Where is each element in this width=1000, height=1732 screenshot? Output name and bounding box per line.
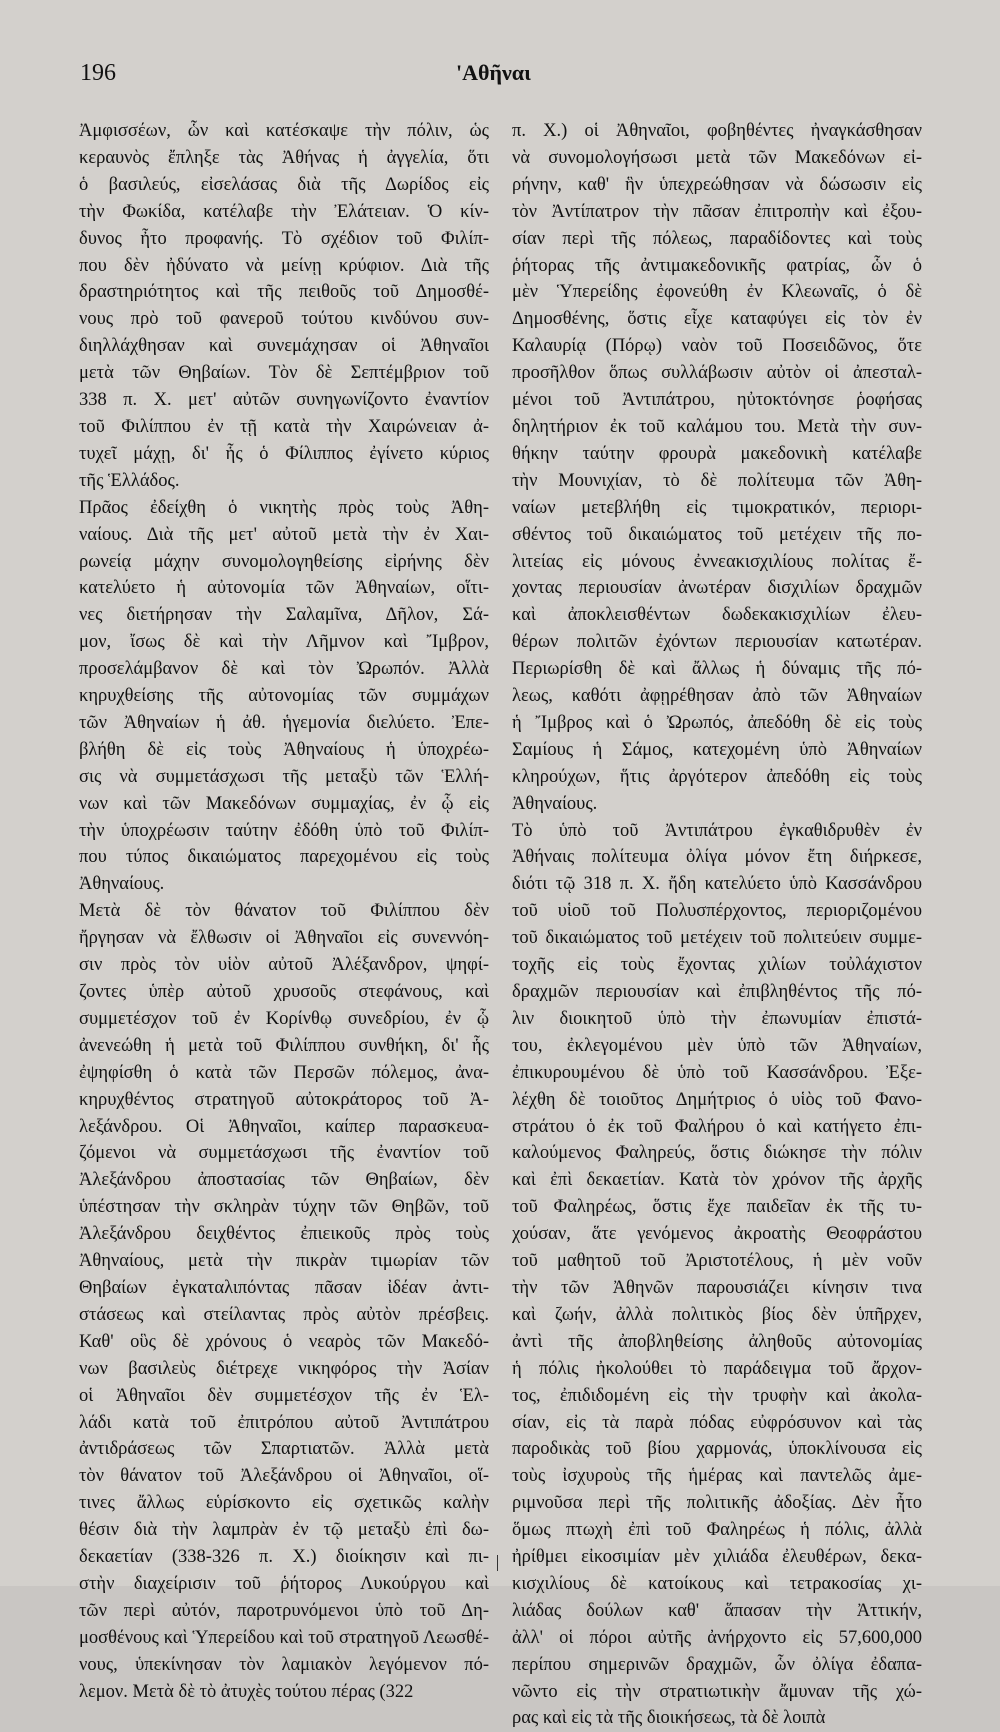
text-line: Περιωρίσθη δὲ καὶ ἄλλως ἡ δύναμις τῆς πό- [512, 659, 922, 680]
text-line: θέσιν διὰ τὴν λαμπρὰν ἐν τῷ μεταξὺ ἐπὶ δω- [79, 1520, 489, 1541]
text-line: τὴν τῶν Ἀθηνῶν παρουσιάζει κίνησιν τινα [512, 1277, 922, 1298]
text-line: ἀλλ' οἱ πόροι αὐτῆς ἀνήρχοντο εἰς 57,600,000 [512, 1627, 922, 1648]
text-line: στράτου ὁ ἐκ τοῦ Φαλήρου ὁ καὶ κατήγετο ἐπι- [512, 1116, 922, 1137]
text-line: π. Χ.) οἱ Ἀθηναῖοι, φοβηθέντες ἠναγκάσθησαν [512, 121, 922, 141]
text-line: ρήνην, καθ' ἣν ὑπεχρεώθησαν νὰ δώσωσιν εἰς [512, 174, 922, 195]
text-line: 338 π. Χ. μετ' αὐτῶν συνηγωνίζοντο ἐναντίον [79, 390, 489, 411]
text-line: τοῦ Φιλίππου ἐν τῇ κατὰ τὴν Χαιρώνειαν ἀ- [79, 416, 489, 437]
text-line: κατελύετο ἡ αὐτονομία τῶν Ἀθηναίων, οἵτι- [79, 578, 489, 599]
text-line: κεραυνὸς ἔπληξε τὰς Ἀθήνας ἡ ἀγγελία, ὅτι [79, 147, 489, 168]
text-line: τοχῆς εἰς τοὺς ἔχοντας χιλίων τοὐλάχιστον [512, 955, 922, 976]
text-line: στὴν διαχείρισιν τοῦ ῥήτορος Λυκούργου καὶ [79, 1573, 489, 1594]
text-line: ἀντιδράσεως τῶν Σπαρτιατῶν. Ἀλλὰ μετὰ [79, 1439, 489, 1460]
text-line: καὶ ζωήν, ἀλλὰ πολιτικὸς βίος δὲν ὑπῆρχεν, [512, 1304, 922, 1325]
text-line: δεκαετίαν (338-326 π. Χ.) διοίκησιν καὶ πι- [79, 1547, 489, 1568]
text-line: Σαμίους ἡ Σάμος, κατεχομένη ὑπὸ Ἀθηναίων [512, 739, 922, 760]
text-line: δυνος ἦτο προφανής. Τὸ σχέδιον τοῦ Φιλίπ- [79, 228, 489, 249]
page-header [0, 60, 1000, 100]
text-line: νες διετήρησαν τὴν Σαλαμῖνα, Δῆλον, Σά- [79, 605, 489, 626]
text-line: λεμον. Μετὰ δὲ τὸ ἀτυχὲς τούτου πέρας (322 [79, 1681, 414, 1702]
text-line: κηρυχθέντος στρατηγοῦ αὐτοκράτορος τοῦ Ἀ- [79, 1089, 489, 1110]
text-line: ρας καὶ εἰς τὰ τῆς διοικήσεως, τὰ δὲ λοιπὰ [512, 1708, 826, 1729]
text-line: τῶν περὶ αὐτόν, παροτρυνόμενοι ὑπὸ τοῦ Δη- [79, 1600, 489, 1621]
text-line: ὑπέστησαν τὴν σκληρὰν τύχην τῶν Θηβῶν, τοῦ [79, 1197, 489, 1218]
text-line: ριμνοῦσα περὶ τῆς πολιτικῆς ἀδοξίας. Δὲν ἦτο [512, 1493, 922, 1514]
text-line: ὅμως πτωχὴ ἐπὶ τοῦ Φαληρέως ἡ πόλις, ἀλλὰ [512, 1520, 922, 1541]
text-line: καλούμενος Φαληρεύς, ὅστις διώκησε τὴν πόλιν [512, 1143, 922, 1164]
text-line: κληρούχων, ἥτις ἀργότερον ἀπεδόθη εἰς τοὺς [512, 766, 922, 787]
text-line: ἡ Ἴμβρος καὶ ὁ Ὠρωπός, ἀπεδόθη δὲ εἰς τοὺς [512, 712, 922, 733]
text-line: σθέντος τοῦ δικαιώματος τοῦ μετέχειν τῆς πο- [512, 524, 922, 545]
text-line: ἤργησαν νὰ ἔλθωσιν οἱ Ἀθηναῖοι εἰς συνεννόη- [79, 928, 489, 949]
left-column [79, 118, 489, 1702]
text-line: ἐψηφίσθη ὁ κατὰ τῶν Περσῶν πόλεμος, ἀνα- [79, 1062, 489, 1083]
text-line: λιν διοικητοῦ ὑπὸ τὴν ἐπωνυμίαν ἐπιστά- [512, 1008, 922, 1029]
text-line: τὴν Φωκίδα, κατέλαβε τὴν Ἐλάτειαν. Ὁ κίν- [79, 201, 489, 222]
text-line: Ἀθήναις πολίτευμα ὀλίγα μόνον ἔτη διήρκεσε, [512, 847, 922, 868]
text-line: ζόμενοι νὰ συμμετάσχωσι τῆς ἐναντίον τοῦ [79, 1143, 489, 1164]
text-line: μὲν Ὑπερείδης ἐφονεύθη ἐν Κλεωναῖς, ὁ δὲ [512, 282, 922, 303]
text-line: κηρυχθείσης τῆς αὐτονομίας τῶν συμμάχων [79, 686, 489, 707]
text-line: ἀνενεώθη ἡ μετὰ τοῦ Φιλίππου συνθήκη, δι' ἧς [79, 1035, 489, 1056]
running-head: 'Αθῆναι [456, 60, 531, 85]
text-line: δραστηριότητος καὶ τῆς πειθοῦς τοῦ Δημοσθέ- [79, 282, 489, 303]
text-line: λιάδας δούλων καθ' ἅπασαν τὴν Ἀττικήν, [512, 1600, 922, 1621]
text-line: κισχιλίους δὲ κατοίκους καὶ τετρακοσίας χι- [512, 1573, 922, 1594]
text-line: Ἀθηναίους, μετὰ τὴν πικρὰν τιμωρίαν τῶν [79, 1251, 489, 1272]
text-line: λεξάνδρου. Οἱ Ἀθηναῖοι, καίπερ παρασκευα- [79, 1116, 489, 1137]
text-line: τοῦ υἱοῦ τοῦ Πολυσπέρχοντος, περιοριζομένου [512, 901, 922, 922]
text-line: περίπου σημερινῶν δραχμῶν, ὧν ὀλίγα ἐδαπα- [512, 1654, 922, 1675]
text-line: Καλαυρίᾳ (Πόρῳ) ναὸν τοῦ Ποσειδῶνος, ὅτε [512, 336, 922, 357]
text-line: καὶ ἐπὶ δεκαετίαν. Κατὰ τὸν χρόνον τῆς ἀρχῆς [512, 1170, 922, 1191]
text-line: νὰ συνομολογήσωσι μετὰ τῶν Μακεδόνων εἰ- [512, 147, 922, 168]
right-column [512, 118, 922, 1729]
text-line: Τὸ ὑπὸ τοῦ Ἀντιπάτρου ἐγκαθιδρυθὲν ἐν [512, 820, 922, 841]
text-line: που δὲν ἠδύνατο νὰ μείνῃ κρύφιον. Διὰ τῆς [79, 255, 489, 276]
text-line: προσῆλθον ὅπως συλλάβωσιν αὐτὸν οἱ ἀπεσταλ- [512, 363, 922, 384]
text-line: στάσεως καὶ στείλαντας πρὸς αὐτὸν πρέσβεις. [79, 1304, 489, 1325]
page-number: 196 [80, 60, 116, 86]
text-line: Ἀλεξάνδρου ἀποστασίας τῶν Θηβαίων, δὲν [79, 1170, 489, 1191]
text-line: δραχμῶν περιουσίαν καὶ ἐπιβληθέντος τῆς πό- [512, 982, 922, 1002]
text-line: σις νὰ συμμετάσχωσι τῆς μεταξὺ τῶν Ἑλλή- [79, 766, 489, 787]
text-line: νους, ὑπεκίνησαν τὸν λαμιακὸν λεγόμενον πό- [79, 1654, 489, 1675]
column-divider-mark [497, 1555, 498, 1571]
text-line: Δημοσθένης, ὅστις εἶχε καταφύγει εἰς τὸν ἐν [512, 309, 922, 330]
text-line: συμμετέσχον τοῦ ἐν Κορίνθῳ συνεδρίου, ἐν ᾧ [79, 1008, 489, 1029]
text-line: ναίους. Διὰ τῆς μετ' αὐτοῦ μετὰ τὴν ἐν Χαι- [79, 524, 489, 545]
text-line: τὸν θάνατον τοῦ Ἀλεξάνδρου οἱ Ἀθηναῖοι, οἵ- [79, 1466, 489, 1487]
text-line: ῥήτορας τῆς ἀντιμακεδονικῆς φατρίας, ὧν ὁ [512, 255, 922, 276]
text-line: Ἀμφισσέων, ὧν καὶ κατέσκαψε τὴν πόλιν, ὡς [79, 121, 489, 141]
text-line: σίαν, εἰς τὰ παρὰ πόδας εὐφρόσυνον καὶ τὰς [512, 1412, 922, 1433]
text-line: χούσαν, ἅτε γενόμενος ἀκροατὴς Θεοφράστου [512, 1224, 922, 1245]
text-line: τὴν ὑποχρέωσιν ταύτην ἐδόθη ὑπὸ τοῦ Φιλίπ- [79, 820, 489, 841]
text-line: τινες ἄλλως εὑρίσκοντο εἰς σχετικῶς καλὴν [79, 1493, 489, 1514]
text-line: τῆς Ἑλλάδος. [79, 470, 180, 491]
text-line: μοσθένους καὶ Ὑπερείδου καὶ τοῦ στρατηγοῦ Λεωσθέ- [79, 1627, 489, 1648]
text-line: λιτείας εἰς μόνους ἐννεακισχιλίους πολίτας ἔ- [512, 551, 922, 572]
text-line: ναίων μετεβλήθη εἰς τιμοκρατικόν, περιορι- [512, 497, 922, 518]
text-line: θήκην ταύτην φρουρὰ μακεδονικὴ κατέλαβε [512, 443, 922, 464]
text-line: σίαν περὶ τῆς πόλεως, παραδίδοντες καὶ τοὺς [512, 228, 922, 249]
text-line: Ἀθηναίους. [79, 874, 165, 895]
text-line: χοντας περιουσίαν ἀνωτέραν δισχιλίων δραχμῶν [512, 578, 922, 599]
text-line: νῶντο εἰς τὴν στρατιωτικὴν ἄμυναν τῆς χώ- [512, 1681, 922, 1702]
text-line: οἱ Ἀθηναῖοι δὲν συμμετέσχον τῆς ἐν Ἑλ- [79, 1385, 489, 1406]
text-line: διότι τῷ 318 π. Χ. ἤδη κατελύετο ὑπὸ Κασσάνδρου [512, 874, 922, 895]
text-line: καὶ ἀποκλεισθέντων δωδεκακισχιλίων ἐλευ- [512, 605, 922, 626]
text-line: ἡ πόλις ἠκολούθει τὸ παράδειγμα τοῦ ἄρχον- [512, 1358, 922, 1379]
text-line: τοῦ Φαληρέως, ὅστις ἔχε παιδεῖαν ἐκ τῆς τυ- [512, 1197, 922, 1218]
text-line: τυχεῖ μάχῃ, δι' ἧς ὁ Φίλιππος ἐγίνετο κύριος [79, 443, 489, 464]
text-line: τος, ἐπιδιδομένη εἰς τὴν τρυφὴν καὶ ἀκολα- [512, 1385, 922, 1406]
text-line: λάδι κατὰ τοῦ ἐπιτρόπου αὐτοῦ Ἀντιπάτρου [79, 1412, 489, 1433]
text-line: μον, ἴσως δὲ καὶ τὴν Λῆμνον καὶ Ἴμβρον, [79, 632, 489, 653]
text-line: τὴν Μουνιχίαν, τὸ δὲ πολίτευμα τῶν Ἀθη- [512, 470, 922, 491]
text-line: ἀντὶ τῆς ἀποβληθείσης ἀληθοῦς αὐτονομίας [512, 1331, 922, 1352]
text-line: λέχθη δὲ τοιοῦτος Δημήτριος ὁ υἱὸς τοῦ Φανο- [512, 1089, 922, 1110]
text-line: Θηβαίων ἐγκαταλιπόντας πᾶσαν ἰδέαν ἀντι- [79, 1277, 489, 1298]
text-line: τοὺς ἰσχυροὺς τῆς ἡμέρας καὶ παντελῶς ἀμε- [512, 1466, 922, 1487]
text-line: ἐπικυρουμένου δὲ ὑπὸ τοῦ Κασσάνδρου. Ἐξε- [512, 1062, 922, 1083]
text-line: προσελάμβανον δὲ καὶ τὸν Ὠρωπόν. Ἀλλὰ [79, 659, 489, 680]
text-line: τοῦ δικαιώματος τοῦ μετέχειν τοῦ πολιτεύειν συμμε- [512, 928, 922, 949]
text-line: Ἀθηναίους. [512, 793, 598, 814]
text-line: Πρᾶος ἐδείχθη ὁ νικητὴς πρὸς τοὺς Ἀθη- [79, 497, 489, 518]
text-line: ἠρίθμει εἰκοσιμίαν μὲν χιλιάδα ἐλευθέρων, δεκα- [512, 1547, 922, 1568]
text-line: νων βασιλεὺς διέτρεχε νικηφόρος τὴν Ἀσίαν [79, 1358, 489, 1379]
text-line: θέρων πολιτῶν ἐχόντων περιουσίαν κατωτέραν. [512, 632, 922, 653]
text-line: ρωνείᾳ μάχην συνομολογηθείσης εἰρήνης δὲν [79, 551, 489, 572]
text-line: διηλλάχθησαν καὶ συνεμάχησαν οἱ Ἀθηναῖοι [79, 336, 489, 357]
text-line: ζοντες ὑπὲρ αὐτοῦ χρυσοῦς στεφάνους, καὶ [79, 982, 489, 1002]
text-line: δηλητήριον ἐκ τοῦ καλάμου του. Μετὰ τὴν συν- [512, 416, 922, 437]
text-line: Ἀλεξάνδρου δειχθέντος ἐπιεικοῦς πρὸς τοὺς [79, 1224, 489, 1245]
text-line: μετὰ τῶν Θηβαίων. Τὸν δὲ Σεπτέμβριον τοῦ [79, 363, 489, 384]
text-line: Καθ' οὓς δὲ χρόνους ὁ νεαρὸς τῶν Μακεδό- [79, 1331, 489, 1352]
text-line: βλήθη δὲ εἰς τοὺς Ἀθηναίους ἡ ὑποχρέω- [79, 739, 489, 760]
text-line: μένοι τοῦ Ἀντιπάτρου, ηὐτοκτόνησε ῥοφήσας [512, 390, 922, 411]
text-line: λεως, καθότι ἀφῃρέθησαν ἀπὸ τῶν Ἀθηναίων [512, 686, 922, 707]
text-line: παροδικὰς τοῦ βίου χαρμονάς, ὑποκλίνουσα εἰς [512, 1439, 922, 1460]
text-line: που τύπος δικαιώματος παρεχομένου εἰς τοὺς [79, 847, 489, 868]
text-line: Μετὰ δὲ τὸν θάνατον τοῦ Φιλίππου δὲν [79, 901, 489, 922]
text-line: τὸν Ἀντίπατρον τὴν πᾶσαν ἐπιτροπὴν καὶ ἐξου- [512, 201, 922, 222]
text-line: νους πρὸ τοῦ φανεροῦ τούτου κινδύνου συν- [79, 309, 489, 330]
text-line: τῶν Ἀθηναίων ἡ ἀθ. ἡγεμονία διελύετο. Ἐπε- [79, 712, 489, 733]
text-line: νων καὶ τῶν Μακεδόνων συμμαχίας, ἐν ᾧ εἰς [79, 793, 489, 814]
text-line: του, ἐκλεγομένου μὲν ὑπὸ τῶν Ἀθηναίων, [512, 1035, 922, 1056]
text-line: σιν πρὸς τὸν υἱὸν αὐτοῦ Ἀλέξανδρον, ψηφί- [79, 955, 489, 976]
text-line: τοῦ μαθητοῦ τοῦ Ἀριστοτέλους, ἡ μὲν νοῦν [512, 1251, 922, 1272]
text-line: ὁ βασιλεύς, εἰσελάσας διὰ τῆς Δωρίδος εἰς [79, 174, 489, 195]
